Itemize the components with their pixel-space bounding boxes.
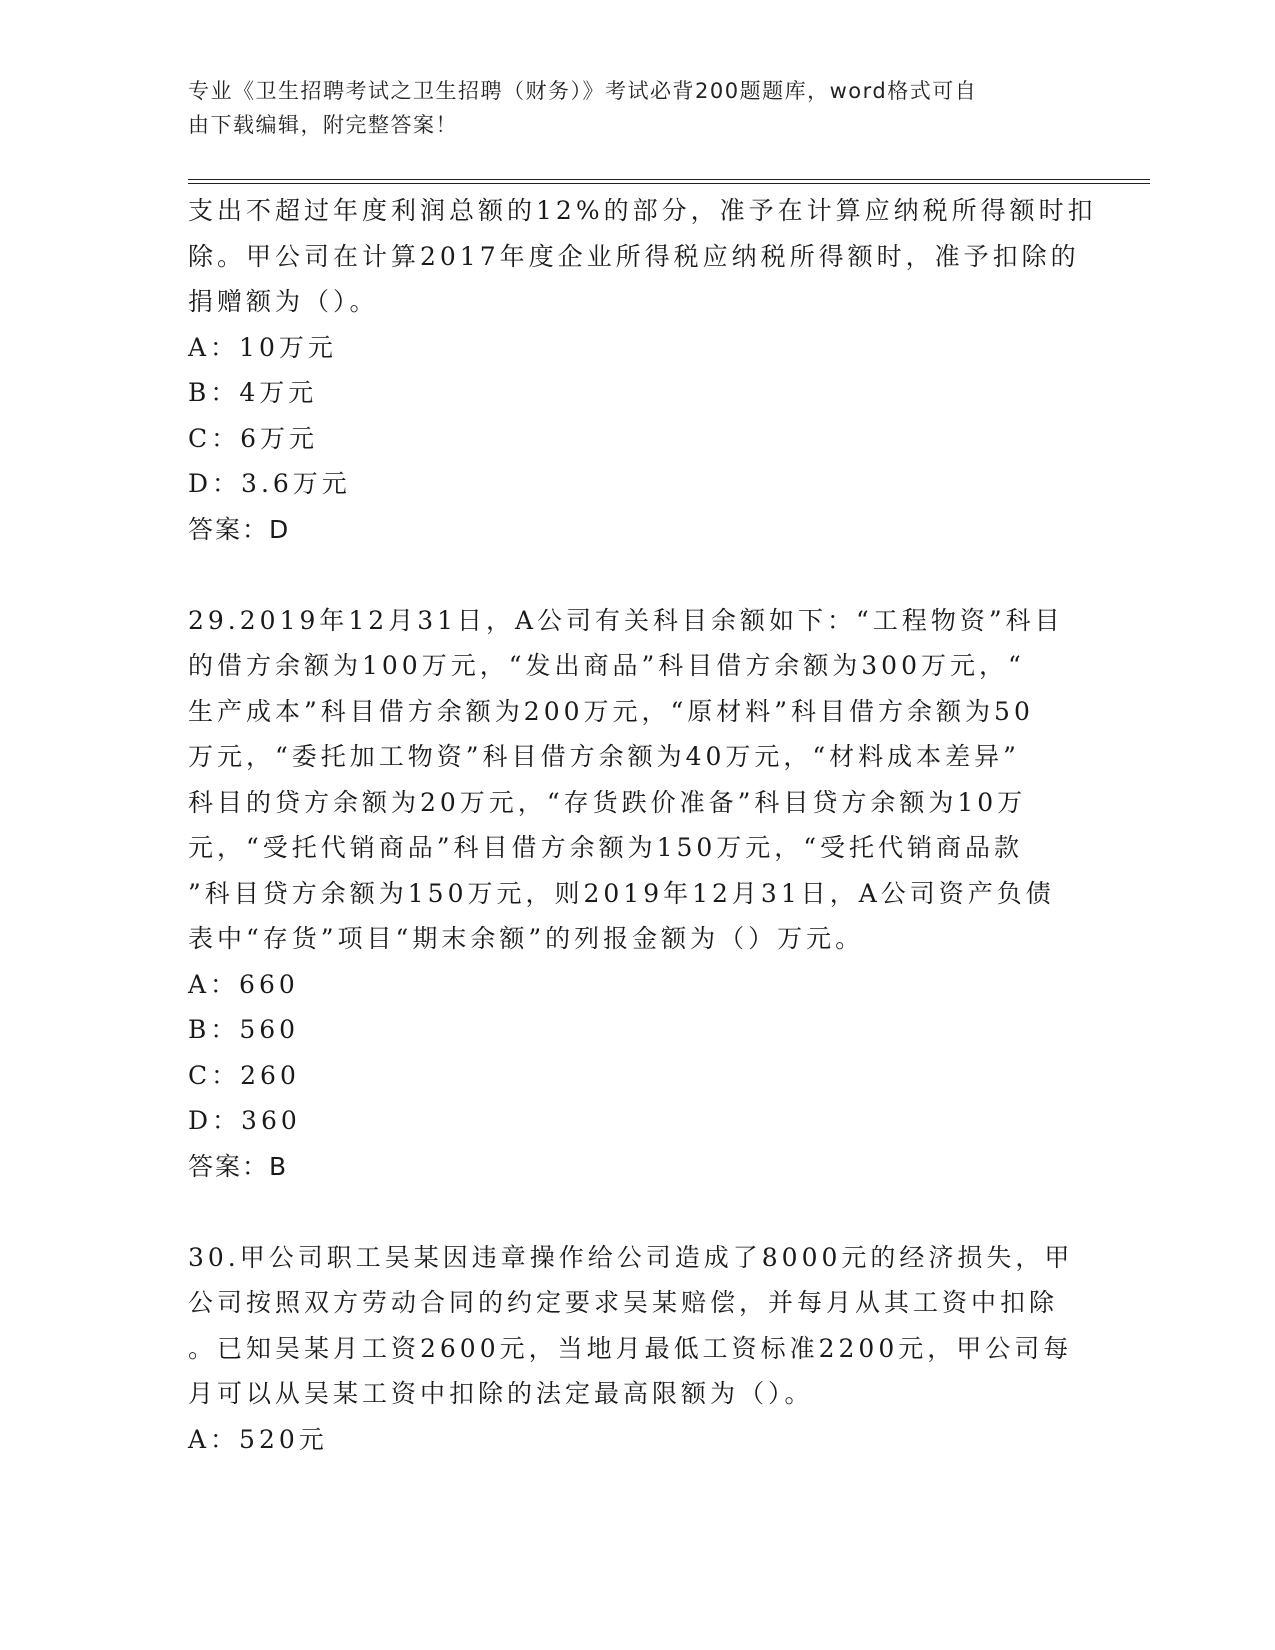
question-text-line: ”科目贷方余额为150万元，则2019年12月31日，A公司资产负债 xyxy=(188,878,1055,908)
option-a: A：520元 xyxy=(188,1424,328,1454)
answer-label: 答案：B xyxy=(188,1151,289,1181)
header-divider-bottom xyxy=(188,183,1150,184)
question-28 xyxy=(188,188,1097,552)
question-text-line: 生产成本”科目借方余额为200万元，“原材料”科目借方余额为50 xyxy=(188,696,1034,726)
question-text-line: 科目的贷方余额为20万元，“存货跌价准备”科目贷方余额为10万 xyxy=(188,787,1027,817)
question-text-line: 公司按照双方劳动合同的约定要求吴某赔偿，并每月从其工资中扣除 xyxy=(188,1288,1059,1317)
option-d: D：360 xyxy=(188,1106,301,1135)
question-text-line: 支出不超过年度利润总额的12%的部分，准予在计算应纳税所得额时扣 xyxy=(188,196,1097,225)
question-text-line: 30.甲公司职工吴某因违章操作给公司造成了8000元的经济损失，甲 xyxy=(188,1242,1074,1272)
answer-label: 答案：D xyxy=(188,514,291,544)
page-header xyxy=(188,74,1088,142)
header-divider-top xyxy=(188,179,1150,180)
question-text-line: 。已知吴某月工资2600元，当地月最低工资标准2200元，甲公司每 xyxy=(188,1333,1073,1363)
question-30 xyxy=(188,1235,1088,1463)
spacer xyxy=(188,552,1088,598)
option-c: C：260 xyxy=(188,1060,300,1090)
header-line-2: 由下载编辑，附完整答案！ xyxy=(188,113,458,137)
question-text-line: 月可以从吴某工资中扣除的法定最高限额为（）。 xyxy=(188,1379,814,1408)
question-text-line: 29.2019年12月31日，A公司有关科目余额如下：“工程物资”科目 xyxy=(188,605,1064,635)
spacer xyxy=(188,1189,1088,1235)
question-text-line: 除。甲公司在计算2017年度企业所得税应纳税所得额时，准予扣除的 xyxy=(188,241,1080,271)
question-content xyxy=(188,188,1097,1462)
option-b: B：560 xyxy=(188,1015,300,1044)
question-text-line: 万元，“委托加工物资”科目借方余额为40万元，“材料成本差异” xyxy=(188,742,1020,771)
option-b: B：4万元 xyxy=(188,378,318,407)
question-text-line: 表中“存货”项目“期末余额”的列报金额为（）万元。 xyxy=(188,924,865,953)
question-29 xyxy=(188,598,1088,1190)
question-text-line: 元，“受托代销商品”科目借方余额为150万元，“受托代销商品款 xyxy=(188,833,1024,862)
option-c: C：6万元 xyxy=(188,423,319,453)
header-line-1: 专业《卫生招聘考试之卫生招聘（财务）》考试必背200题题库，word格式可自 xyxy=(188,79,978,103)
question-text-line: 捐赠额为（）。 xyxy=(188,287,379,316)
option-d: D：3.6万元 xyxy=(188,469,351,498)
question-text-line: 的借方余额为100万元，“发出商品”科目借方余额为300万元，“ xyxy=(188,651,1025,680)
option-a: A：10万元 xyxy=(188,332,337,362)
option-a: A：660 xyxy=(188,969,299,999)
